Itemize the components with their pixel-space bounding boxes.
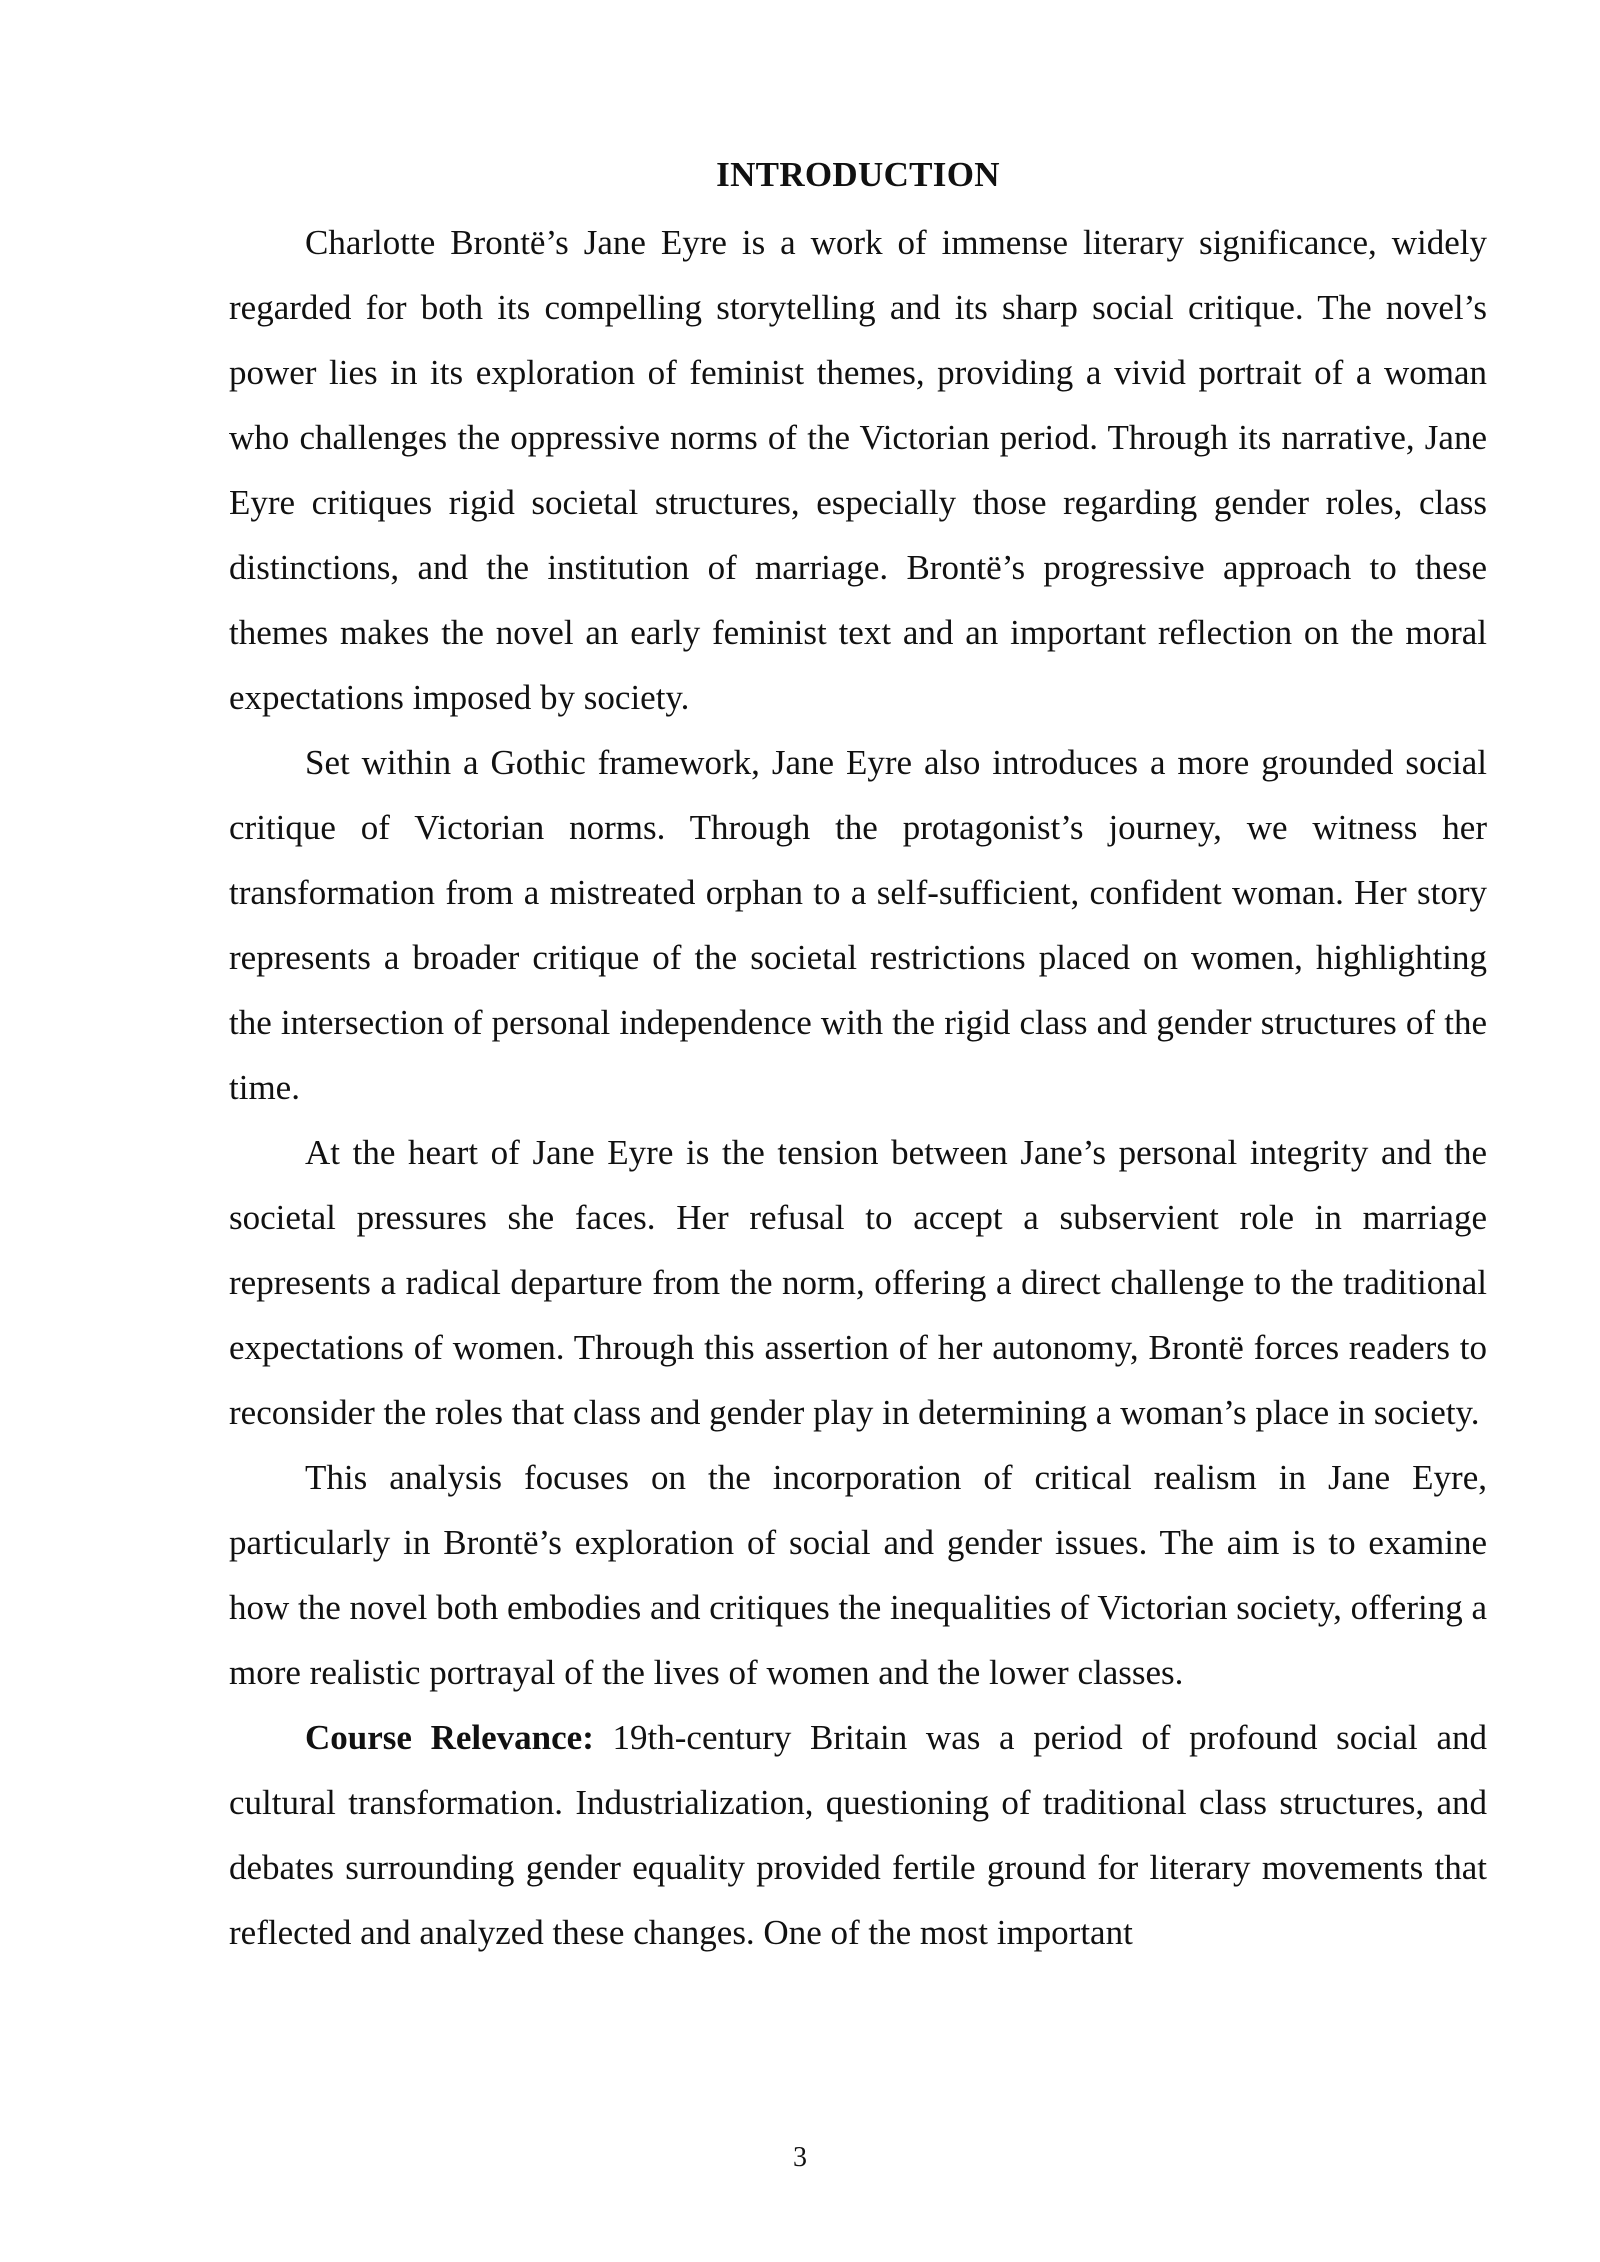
course-relevance-paragraph: [229, 1705, 1487, 1965]
page-content: [229, 148, 1487, 1965]
paragraph-1: Charlotte Brontë’s Jane Eyre is a work of immense literary significance, widely regarded for both its compelling storytelling and its sharp social critique. The novel’s power lies in its exploration of feminist themes, providing a vivid portrait of a woman who challenges the oppressive norms of the Victorian period. Through its narrative, Jane Eyre critiques rigid societal structures, especially those regarding gender roles, class distinctions, and the institution of marriage. Brontë’s progressive approach to these themes makes the novel an early feminist text and an important reflection on the moral expectations imposed by society.: [229, 223, 1487, 717]
course-relevance-label: Course Relevance:: [305, 1718, 594, 1757]
course-relevance-text: 19th-century Britain was a period of profound social and cultural transformation. Industrialization, questioning of traditional class structures, and debates surrounding gender equality provided fertile ground for literary movements that reflected and analyzed these changes. One of the most important: [229, 1718, 1487, 1952]
paragraph-4: This analysis focuses on the incorporation of critical realism in Jane Eyre, particularly in Brontë’s exploration of social and gender issues. The aim is to examine how the novel both embodies and critiques the inequalities of Victorian society, offering a more realistic portrayal of the lives of women and the lower classes.: [229, 1458, 1487, 1692]
paragraph-2: Set within a Gothic framework, Jane Eyre also introduces a more grounded social critique of Victorian norms. Through the protagonist’s journey, we witness her transformation from a mistreated orphan to a self-sufficient, confident woman. Her story represents a broader critique of the societal restrictions placed on women, highlighting the intersection of personal independence with the rigid class and gender structures of the time.: [229, 743, 1487, 1107]
page-number: 3: [793, 2142, 807, 2173]
paragraph-3: At the heart of Jane Eyre is the tension between Jane’s personal integrity and the societal pressures she faces. Her refusal to accept a subservient role in marriage represents a radical departure from the norm, offering a direct challenge to the traditional expectations of women. Through this assertion of her autonomy, Brontë forces readers to reconsider the roles that class and gender play in determining a woman’s place in society.: [229, 1133, 1487, 1432]
section-heading: INTRODUCTION: [716, 155, 1000, 194]
